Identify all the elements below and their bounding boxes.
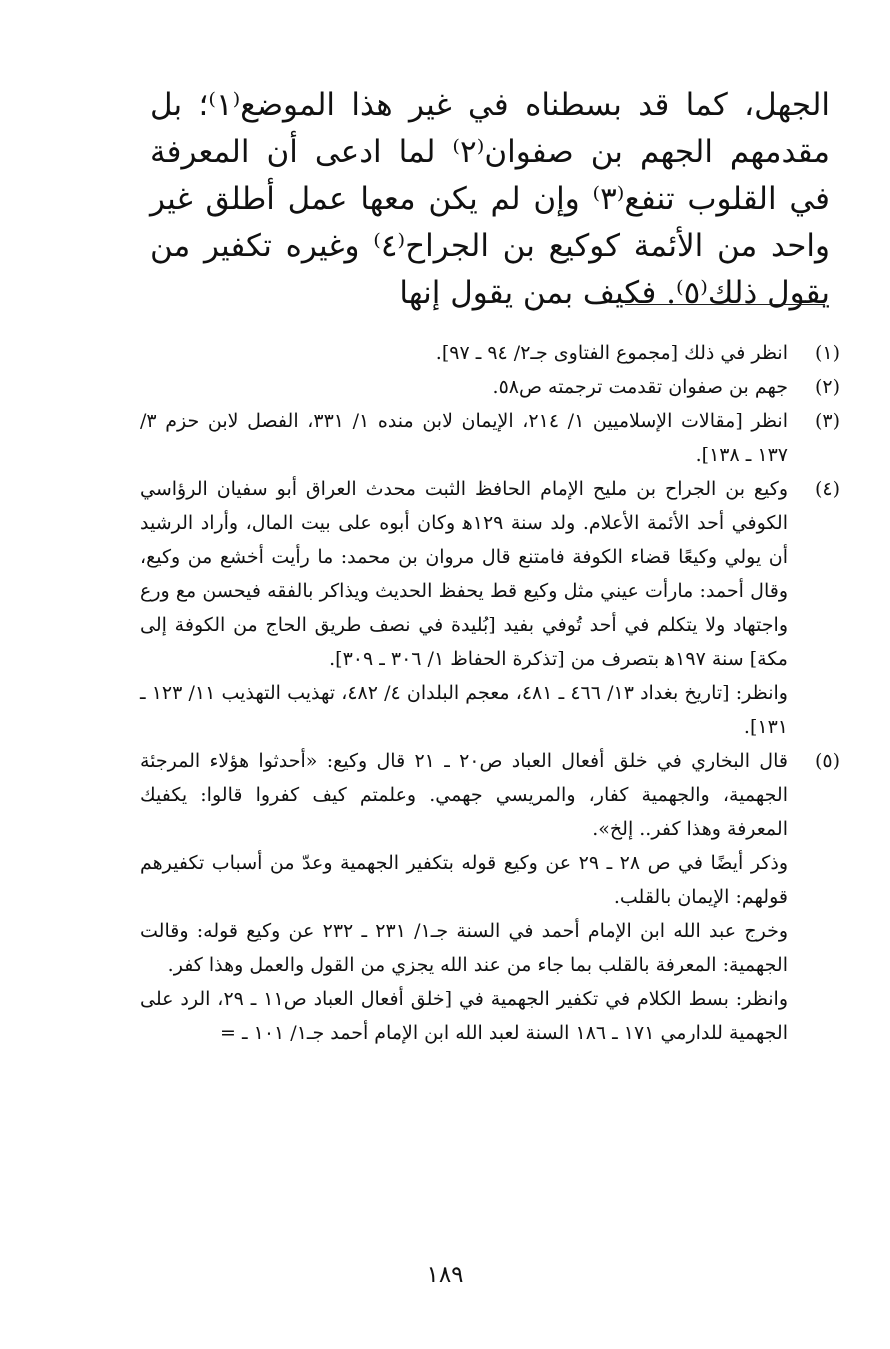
footnote [140, 744, 840, 1050]
footnote-paragraph: قال البخاري في خلق أفعال العباد ص٢٠ ـ ٢١ قال وكيع: «أحدثوا هؤلاء المرجئة الجهمية، والجهمية كفار، والمريسي جهمي. وعلمتم كيف كفروا قالوا: يكفيك المعرفة وهذا كفر.. إلخ». [140, 750, 788, 840]
main-text [150, 82, 830, 317]
footnote [140, 336, 840, 370]
footnote-body [140, 370, 788, 404]
footnote [140, 404, 840, 472]
page-number: ١٨٩ [426, 1262, 464, 1288]
footnote-number: (١) [814, 342, 840, 364]
footnote-paragraph: وخرج عبد الله ابن الإمام أحمد في السنة جـ١/ ٢٣١ ـ ٢٣٢ عن وكيع قوله: وقالت الجهمية: المعرفة بالقلب بما جاء من عند الله يجزي من القول والعمل وهذا كفر. [140, 920, 789, 976]
footnote-number: (٥) [814, 750, 840, 772]
footnote-paragraph: وكيع بن الجراح بن مليح الإمام الحافظ الثبت محدث العراق أبو سفيان الرؤاسي الكوفي أحد الأئمة الأعلام. ولد سنة ١٢٩ﻫ وكان أبوه على بيت المال، وأراد الرشيد أن يولي وكيعًا قضاء الكوفة فامتنع قال مروان بن محمد: ما رأيت أخشع من وكيع، وقال أحمد: مارأت عيني مثل وكيع قط يحفظ الحديث ويذاكر بالفقه فيحسن مع ورع واجتهاد ولا يتكلم في أحد تُوفي بفيد [بُليدة في نصف طريق الحاج من الكوفة إلى مكة] سنة ١٩٧ﻫ بتصرف من [تذكرة الحفاظ ١/ ٣٠٦ ـ ٣٠٩]. [140, 478, 788, 670]
footnote-separator [625, 304, 825, 305]
footnote-paragraph: وانظر: [تاريخ بغداد ١٣/ ٤٦٦ ـ ٤٨١، معجم البلدان ٤/ ٤٨٢، تهذيب التهذيب ١١/ ١٢٣ ـ ١٣١]. [140, 682, 788, 738]
main-paragraph: الجهل، كما قد بسطناه في غير هذا الموضع⁽١⁾؛ بل مقدمهم الجهم بن صفوان⁽٢⁾ لما ادعى أن المعرفة في القلوب تنفع⁽٣⁾ وإن لم يكن معها عمل أطلق غير واحد من الأئمة كوكيع بن الجراح⁽٤⁾ وغيره تكفير من يقول ذلك⁽٥⁾. فكيف بمن يقول إنها [150, 87, 831, 311]
footnote-body [140, 336, 788, 370]
footnote-paragraph: انظر في ذلك [مجموع الفتاوى جـ٢/ ٩٤ ـ ٩٧]. [435, 342, 788, 364]
footnote-paragraph: وذكر أيضًا في ص ٢٨ ـ ٢٩ عن وكيع قوله بتكفير الجهمية وعدّ من أسباب تكفيرهم قولهم: الإيمان بالقلب. [140, 852, 788, 908]
footnote-body [140, 744, 788, 1050]
footnote-number: (٤) [814, 478, 840, 500]
footnote-body [140, 472, 788, 744]
footnote-body [140, 404, 788, 472]
footnote-paragraph: وانظر: بسط الكلام في تكفير الجهمية في [خلق أفعال العباد ص١١ ـ ٢٩، الرد على الجهمية للدارمي ١٧١ ـ ١٨٦ السنة لعبد الله ابن الإمام أحمد جـ١/ ١٠١ ـ = [140, 988, 789, 1044]
footnote-paragraph: انظر [مقالات الإسلاميين ١/ ٢١٤، الإيمان لابن منده ١/ ٣٣١، الفصل لابن حزم ٣/ ١٣٧ ـ ١٣٨]. [140, 410, 788, 466]
footnote [140, 370, 840, 404]
footnote-paragraph: جهم بن صفوان تقدمت ترجمته ص٥٨. [492, 376, 788, 398]
footnote-number: (٢) [814, 376, 840, 398]
footnote-number: (٣) [814, 410, 840, 432]
footnotes [140, 336, 840, 1050]
footnote [140, 472, 840, 744]
